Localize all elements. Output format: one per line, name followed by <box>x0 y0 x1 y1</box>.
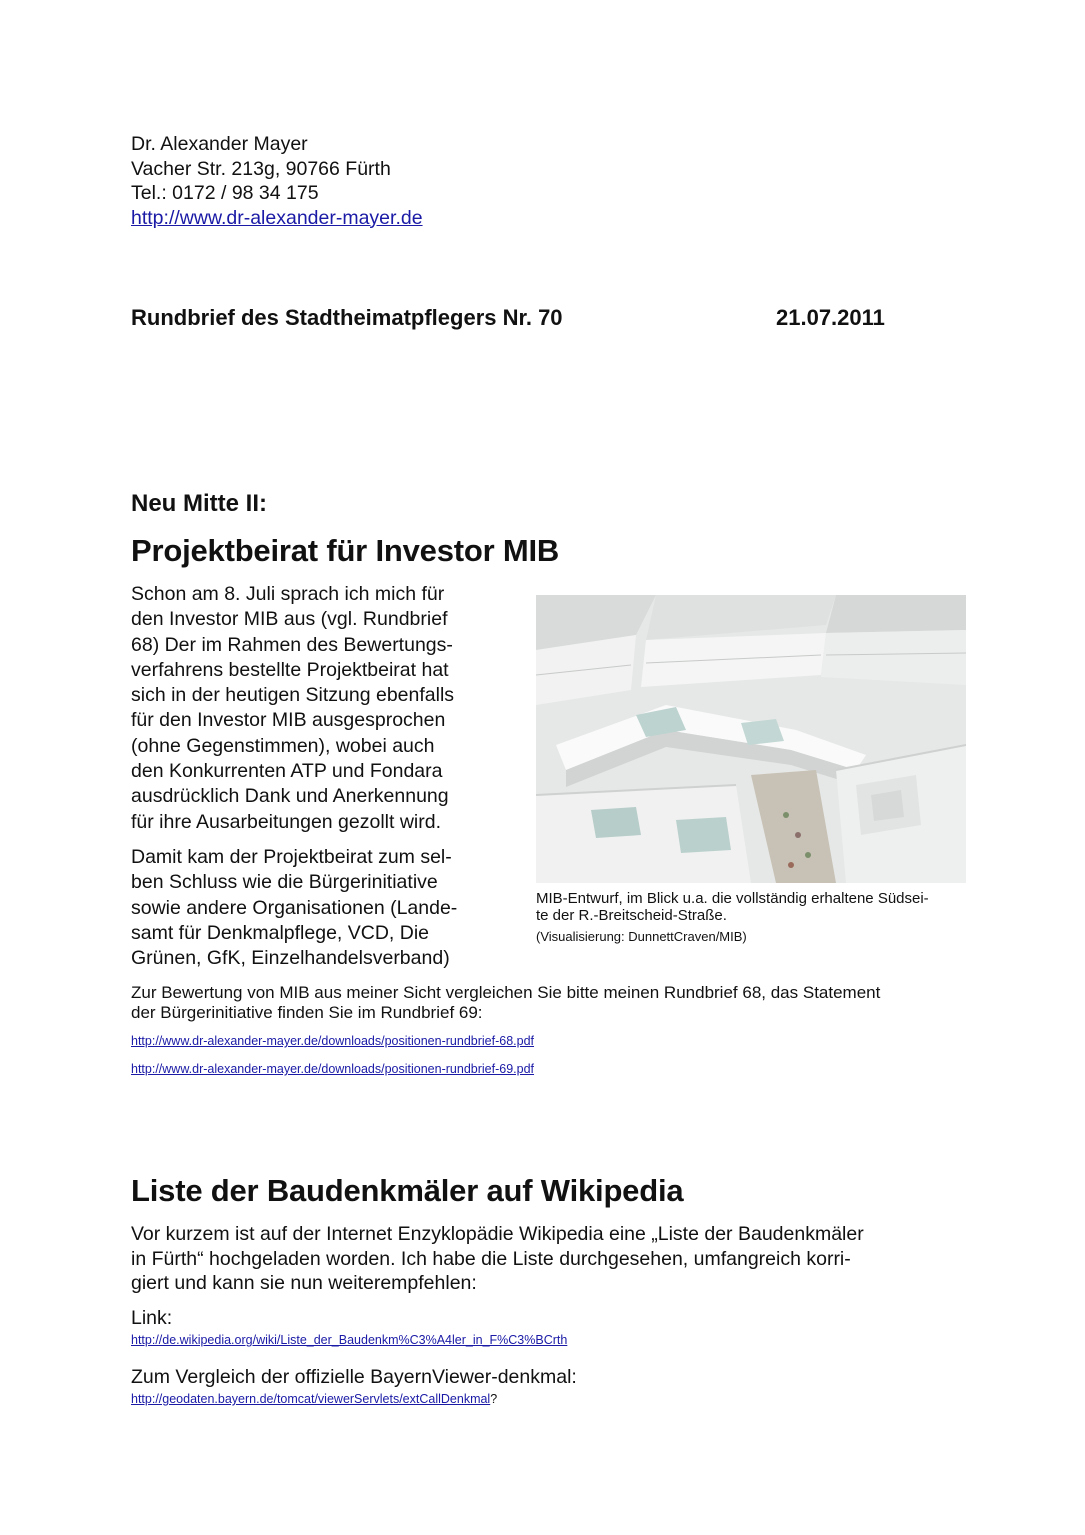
text-line: Grünen, GfK, Einzelhandelsverband) <box>131 947 450 970</box>
article1-paragraph-3 <box>131 983 951 1023</box>
text-line: der Bürgerinitiative finden Sie im Rundbrief 69: <box>131 1003 483 1022</box>
rundbrief-68-link[interactable]: http://www.dr-alexander-mayer.de/downloads/positionen-rundbrief-68.pdf <box>131 1034 535 1048</box>
newsletter-title: Rundbrief des Stadtheimatpflegers Nr. 70 <box>131 305 563 330</box>
compare-label: Zum Vergleich der offizielle BayernViewer-denkmal: <box>131 1366 577 1388</box>
text-line: sowie andere Organisationen (Lande- <box>131 896 458 919</box>
bayernviewer-link-line <box>131 1392 497 1406</box>
article2-title: Liste der Baudenkmäler auf Wikipedia <box>131 1173 684 1208</box>
caption-line: MIB-Entwurf, im Blick u.a. die vollständig erhaltene Südsei- <box>536 890 929 907</box>
text-line: für ihre Ausarbeitungen gezollt wird. <box>131 810 442 833</box>
article1-paragraph-2 <box>131 845 511 971</box>
text-line: den Investor MIB aus (vgl. Rundbrief <box>131 608 448 631</box>
link-suffix: ? <box>490 1392 498 1406</box>
rundbrief-69-link[interactable]: http://www.dr-alexander-mayer.de/downloads/positionen-rundbrief-69.pdf <box>131 1062 535 1076</box>
text-line: verfahrens bestellte Projektbeirat hat <box>131 658 449 681</box>
text-line: für den Investor MIB ausgesprochen <box>131 709 446 732</box>
text-line: Vor kurzem ist auf der Internet Enzyklopädie Wikipedia eine „Liste der Baudenkmäler <box>131 1223 864 1245</box>
sender-website-link[interactable]: http://www.dr-alexander-mayer.de <box>131 206 423 229</box>
link-label: Link: <box>131 1307 173 1329</box>
caption-line: te der R.-Breitscheid-Straße. <box>536 907 727 924</box>
mib-visualization-image <box>536 595 966 883</box>
article1-kicker: Neu Mitte II: <box>131 490 267 517</box>
text-line: samt für Denkmalpflege, VCD, Die <box>131 921 430 944</box>
text-line: sich in der heutigen Sitzung ebenfalls <box>131 684 455 707</box>
wikipedia-list-link[interactable]: http://de.wikipedia.org/wiki/Liste_der_Baudenkm%C3%A4ler_in_F%C3%BCrth <box>131 1333 568 1347</box>
text-line: ausdrücklich Dank und Anerkennung <box>131 785 449 808</box>
image-credit: (Visualisierung: DunnettCraven/MIB) <box>536 929 747 944</box>
article1-title: Projektbeirat für Investor MIB <box>131 533 560 568</box>
text-line: ben Schluss wie die Bürgerinitiative <box>131 871 438 894</box>
text-line: in Fürth“ hochgeladen worden. Ich habe die Liste durchgesehen, umfangreich korri- <box>131 1247 851 1270</box>
newsletter-date: 21.07.2011 <box>776 305 885 330</box>
text-line: Zur Bewertung von MIB aus meiner Sicht vergleichen Sie bitte meinen Rundbrief 68, das Statement <box>131 983 881 1002</box>
text-line: 68) Der im Rahmen des Bewertungs- <box>131 633 453 656</box>
bayernviewer-link[interactable]: http://geodaten.bayern.de/tomcat/viewerServlets/extCallDenkmal <box>131 1392 491 1406</box>
image-caption <box>536 890 976 924</box>
text-line: giert und kann sie nun weiterempfehlen: <box>131 1272 477 1294</box>
article2-paragraph <box>131 1222 961 1296</box>
sender-address-block <box>131 132 423 230</box>
text-line: (ohne Gegenstimmen), wobei auch <box>131 734 435 757</box>
article1-paragraph-1 <box>131 582 511 835</box>
sender-name: Dr. Alexander Mayer <box>131 133 308 155</box>
sender-street: Vacher Str. 213g, 90766 Fürth <box>131 157 391 180</box>
text-line: Damit kam der Projektbeirat zum sel- <box>131 846 452 868</box>
text-line: Schon am 8. Juli sprach ich mich für <box>131 583 445 605</box>
sender-phone: Tel.: 0172 / 98 34 175 <box>131 182 319 204</box>
text-line: den Konkurrenten ATP und Fondara <box>131 760 443 783</box>
